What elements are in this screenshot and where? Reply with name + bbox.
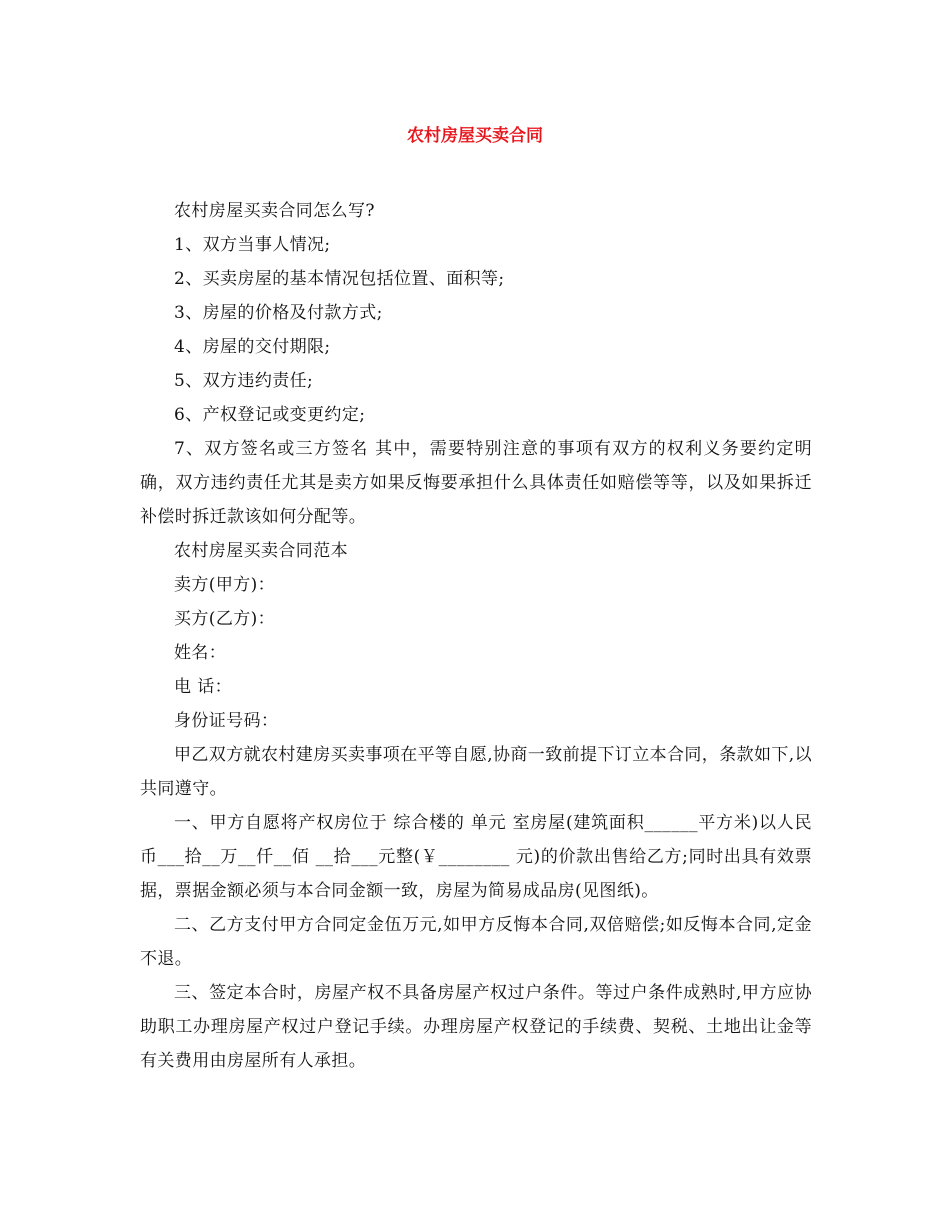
paragraph-item-1: 1、双方当事人情况; [174, 235, 331, 255]
paragraph-clause-1: 一、甲方自愿将产权房位于 综合楼的 单元 室房屋(建筑面积______平方米)以人民币___拾__万__仟__佰 __拾___元整(￥________ 元)的价款出售给乙方;同时出具有效票据，票据金额必须与本合同金额一致，房屋为简易成品房(见图纸)。 [140, 813, 812, 901]
paragraph-phone: 电 话： [174, 677, 233, 697]
paragraph-item-2: 2、买卖房屋的基本情况包括位置、面积等; [174, 269, 505, 289]
paragraph-item-3: 3、房屋的价格及付款方式; [174, 303, 383, 323]
paragraph-intro-question: 农村房屋买卖合同怎么写? [174, 201, 375, 221]
paragraph-seller: 卖方(甲方)： [174, 575, 276, 595]
paragraph-buyer: 买方(乙方)： [174, 609, 276, 629]
paragraph-item-4: 4、房屋的交付期限; [174, 337, 331, 357]
paragraph-id-number: 身份证号码： [174, 711, 279, 731]
document-title: 农村房屋买卖合同 [407, 126, 543, 146]
paragraph-item-5: 5、双方违约责任; [174, 371, 314, 391]
paragraph-preamble: 甲乙双方就农村建房买卖事项在平等自愿,协商一致前提下订立本合同，条款如下,以共同遵守。 [140, 745, 813, 799]
paragraph-clause-3: 三、签定本合时，房屋产权不具备房屋产权过户条件。等过户条件成熟时,甲方应协助职工办理房屋产权过户登记手续。办理房屋产权登记的手续费、契税、土地出让金等有关费用由房屋所有人承担。 [140, 983, 812, 1071]
paragraph-clause-2: 二、乙方支付甲方合同定金伍万元,如甲方反悔本合同,双倍赔偿;如反悔本合同,定金不退。 [140, 915, 812, 969]
document-body [140, 194, 812, 1078]
paragraph-template-heading: 农村房屋买卖合同范本 [174, 541, 348, 561]
paragraph-item-7: 7、双方签名或三方签名 其中，需要特别注意的事项有双方的权利义务要约定明确，双方违约责任尤其是卖方如果反悔要承担什么具体责任如赔偿等等，以及如果拆迁补偿时拆迁款该如何分配等。 [140, 439, 812, 527]
paragraph-name: 姓名： [174, 643, 227, 663]
paragraph-item-6: 6、产权登记或变更约定; [174, 405, 366, 425]
